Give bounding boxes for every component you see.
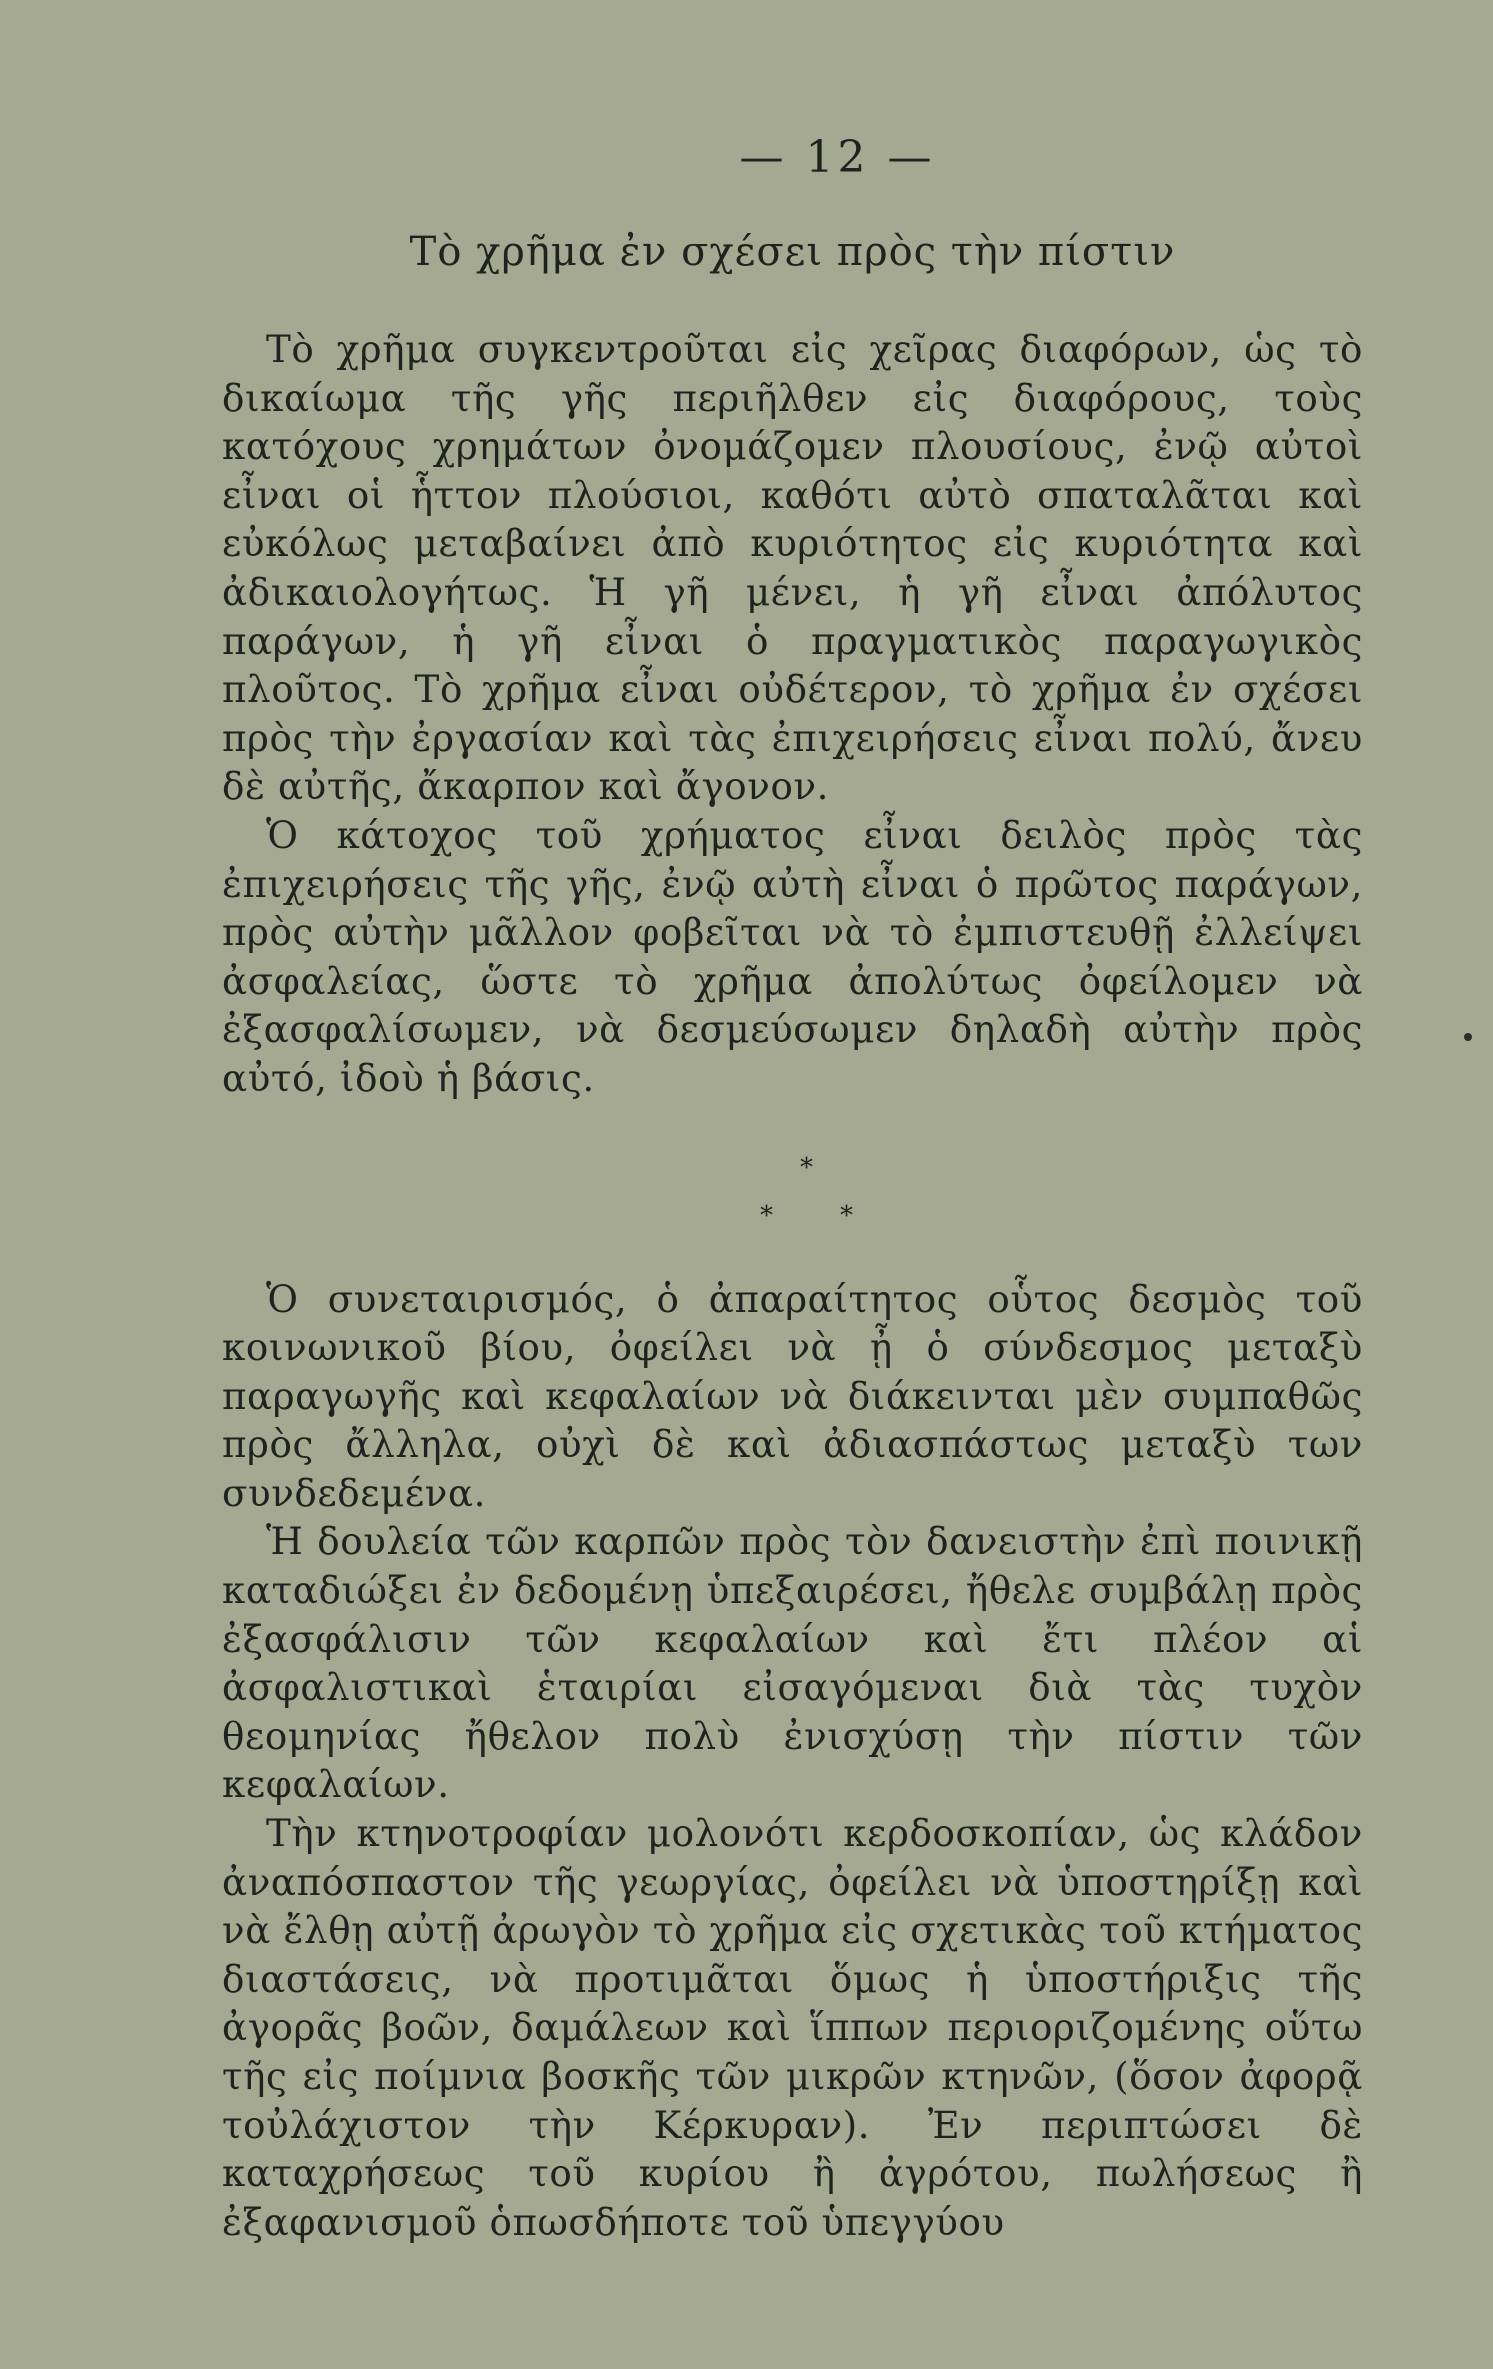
lower-text-block <box>222 1275 1363 2247</box>
asterism-star-right: * <box>840 1200 853 1231</box>
paragraph-cooperative: Ὁ συνεταιρισμός, ὁ ἀπαραίτητος οὗτος δεσμὸς τοῦ κοινωνικοῦ βίου, ὀφείλει νὰ ᾖ ὁ σύνδεσμος μεταξὺ παραγωγῆς καὶ κεφαλαίων νὰ διάκεινται μὲν συμπαθῶς πρὸς ἄλληλα, οὐχὶ δὲ καὶ ἀδιασπάστως μεταξὺ των συνδεδεμένα. <box>222 1276 1363 1515</box>
page-number: — 12 — <box>739 132 936 183</box>
asterism-star-left: * <box>760 1200 773 1231</box>
asterism-star-top: * <box>800 1152 813 1183</box>
paragraph-livestock: Τὴν κτηνοτροφίαν μολονότι κερδοσκοπίαν, ὡς κλάδον ἀναπόσπαστον τῆς γεωργίας, ὀφείλει νὰ ὑποστηρίξῃ καὶ νὰ ἔλθῃ αὐτῇ ἀρωγὸν τὸ χρῆμα εἰς σχετικὰς τοῦ κτήματος διαστάσεις, νὰ προτιμᾶται ὅμως ἡ ὑποστήριξις τῆς ἀγορᾶς βοῶν, δαμάλεων καὶ ἵππων περιοριζομένης οὕτω τῆς εἰς ποίμνια βοσκῆς τῶν μικρῶν κτηνῶν, (ὅσον ἀφορᾷ τοὐλάχιστον τὴν Κέρκυραν). Ἐν περιπτώσει δὲ καταχρήσεως τοῦ κυρίου ἢ ἀγρότου, πωλήσεως ἢ ἐξαφανισμοῦ ὁπωσδήποτε τοῦ ὑπεγγύου <box>222 1811 1363 2244</box>
section-heading: Τὸ χρῆμα ἐν σχέσει πρὸς τὴν πίστιν <box>409 229 1176 275</box>
paragraph-money-holder: Ὁ κάτοχος τοῦ χρήματος εἶναι δειλὸς πρὸς τὰς ἐπιχειρήσεις τῆς γῆς, ἐνῷ αὐτὴ εἶναι ὁ πρῶτος παράγων, πρὸς αὐτὴν μᾶλλον φοβεῖται νὰ τὸ ἐμπιστευθῇ ἐλλείψει ἀσφαλείας, ὥστε τὸ χρῆμα ἀπολύτως ὀφείλομεν νὰ ἐξασφαλίσωμεν, νὰ δεσμεύσωμεν δηλαδὴ αὐτὴν πρὸς αὐτό, ἰδοὺ ἡ βάσις. <box>222 812 1363 1100</box>
paragraph-money-concentration: Τὸ χρῆμα συγκεντροῦται εἰς χεῖρας διαφόρων, ὡς τὸ δικαίωμα τῆς γῆς περιῆλθεν εἰς διαφόρους, τοὺς κατόχους χρημάτων ὀνομάζομεν πλουσίους, ἐνῷ αὐτοὶ εἶναι οἱ ἧττον πλούσιοι, καθότι αὐτὸ σπαταλᾶται καὶ εὐκόλως μεταβαίνει ἀπὸ κυριότητος εἰς κυριότητα καὶ ἀδικαιολογήτως. Ἡ γῆ μένει, ἡ γῆ εἶναι ἀπόλυτος παράγων, ἡ γῆ εἶναι ὁ πραγματικὸς παραγωγικὸς πλοῦτος. Τὸ χρῆμα εἶναι οὐδέτερον, τὸ χρῆμα ἐν σχέσει πρὸς τὴν ἐργασίαν καὶ τὰς ἐπιχειρήσεις εἶναι πολύ, ἄνευ δὲ αὐτῆς, ἄκαρπον καὶ ἄγονον. <box>222 327 1363 809</box>
paragraph-servitude-of-crops: Ἡ δουλεία τῶν καρπῶν πρὸς τὸν δανειστὴν ἐπὶ ποινικῇ καταδιώξει ἐν δεδομένῃ ὑπεξαιρέσει, ἤθελε συμβάλῃ πρὸς ἐξασφάλισιν τῶν κεφαλαίων καὶ ἔτι πλέον αἱ ἀσφαλιστικαὶ ἑταιρίαι εἰσαγόμεναι διὰ τὰς τυχὸν θεομηνίας ἤθελον πολὺ ἐνισχύσῃ τὴν πίστιν τῶν κεφαλαίων. <box>222 1519 1363 1807</box>
ink-speck <box>1464 1033 1472 1041</box>
asterism-divider <box>222 1133 1363 1253</box>
